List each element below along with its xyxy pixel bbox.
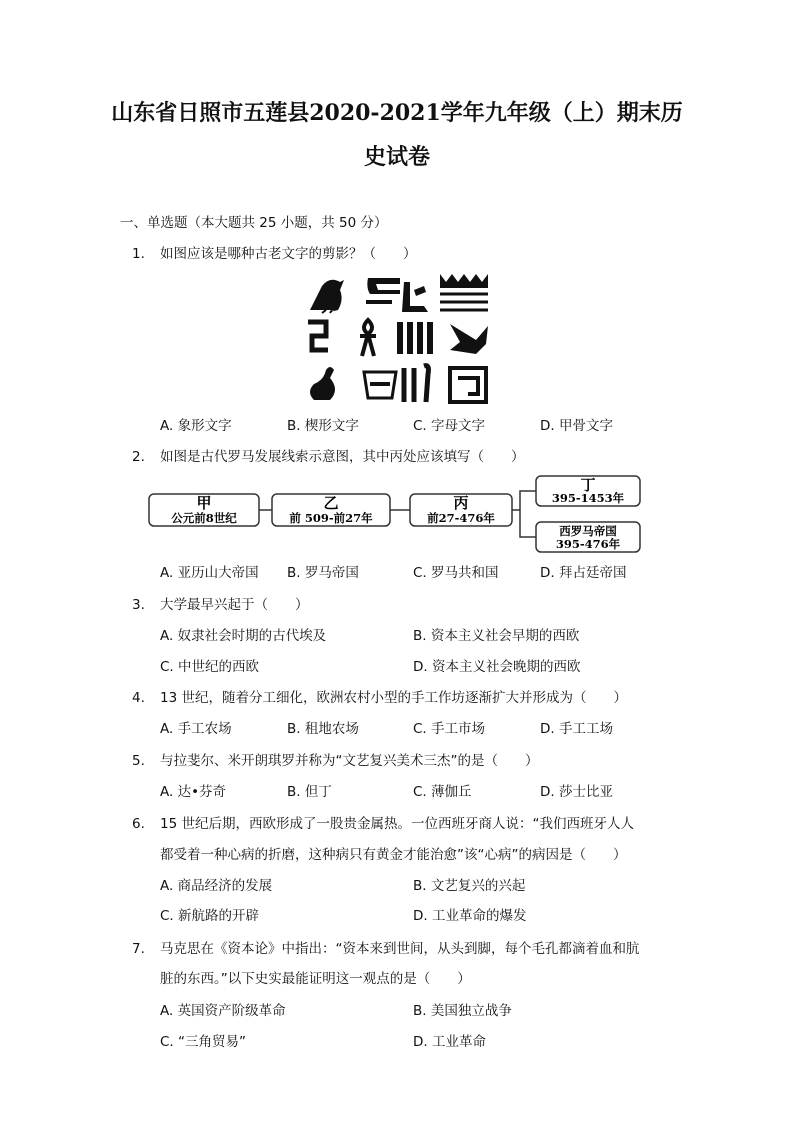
jia-date: 公元前8世纪: [171, 511, 237, 525]
bird-glyph: [310, 280, 344, 312]
question-text: 与拉斐尔、米开朗琪罗并称为“文艺复兴美术三杰”的是（ ）: [160, 753, 539, 769]
bing-date: 前27-476年: [427, 511, 495, 525]
q6-option-a: A. 商品经济的发展: [160, 878, 273, 894]
west-rome-label: 西罗马帝国: [559, 524, 617, 538]
q3-option-b: B. 资本主义社会早期的西欧: [413, 628, 580, 644]
q2-option-d: D. 拜占廷帝国: [540, 565, 627, 581]
house-glyph: [450, 368, 486, 402]
q1-option-a: A. 象形文字: [160, 418, 232, 434]
q4-option-c: C. 手工市场: [413, 721, 486, 737]
question-text: 如图应该是哪种古老文字的剪影？（ ）: [160, 246, 417, 262]
question-number: 7.: [132, 941, 145, 957]
q5-option-d: D. 莎士比亚: [540, 784, 613, 800]
snake-glyph: [310, 367, 335, 400]
section-heading: 一、单选题（本大题共 25 小题，共 50 分）: [120, 215, 388, 231]
q3-option-a: A. 奴隶社会时期的古代埃及: [160, 628, 327, 644]
rope-glyph: [308, 322, 328, 350]
question-text: 15 世纪后期，西欧形成了一股贵金属热。一位西班牙商人说：“我们西班牙人人: [160, 816, 634, 832]
crown-glyph: [440, 274, 488, 288]
q4-option-a: A. 手工农场: [160, 721, 232, 737]
q6-option-c: C. 新航路的开辟: [160, 908, 260, 924]
q2-option-c: C. 罗马共和国: [413, 565, 499, 581]
arm-glyph: [367, 278, 400, 294]
staff-glyph: [404, 366, 429, 402]
q3-option-c: C. 中世纪的西欧: [160, 659, 260, 675]
q7-option-b: B. 美国独立战争: [413, 1003, 512, 1019]
q3-option-d: D. 资本主义社会晚期的西欧: [413, 659, 581, 675]
q5-option-c: C. 薄伽丘: [413, 784, 472, 800]
q7-option-a: A. 英国资产阶级革命: [160, 1003, 286, 1019]
hieroglyph-image: [300, 268, 496, 408]
water-glyph: [440, 294, 488, 310]
west-rome-date: 395-476年: [555, 537, 621, 551]
question-5: [132, 751, 539, 771]
q4-option-d: D. 手工工场: [540, 721, 613, 737]
question-number: 6.: [132, 816, 145, 832]
question-text: 马克思在《资本论》中指出：“资本来到世间，从头到脚，每个毛孔都滴着血和肮: [160, 941, 640, 957]
q6-option-d: D. 工业革命的爆发: [413, 908, 527, 924]
q6-option-b: B. 文艺复兴的兴起: [413, 878, 526, 894]
question-6-continued: 都受着一种心病的折磨，这种病只有黄金才能治愈”该“心病”的病因是（ ）: [160, 847, 627, 863]
question-text: 13 世纪，随着分工细化，欧洲农村小型的手工作坊逐渐扩大并形成为（ ）: [160, 690, 627, 706]
question-number: 1.: [132, 246, 145, 262]
question-number: 2.: [132, 449, 145, 465]
question-number: 3.: [132, 597, 145, 613]
bing-label: 丙: [453, 494, 469, 512]
question-7: [132, 939, 640, 959]
connector-branch: [512, 491, 536, 537]
q1-option-d: D. 甲骨文字: [540, 418, 613, 434]
q7-option-c: C. “三角贸易”: [160, 1034, 246, 1050]
q5-option-a: A. 达•芬奇: [160, 784, 227, 800]
bird-glyph-leg: [322, 310, 332, 313]
question-text: 如图是古代罗马发展线索示意图，其中丙处应该填写（ ）: [160, 449, 525, 465]
q2-option-b: B. 罗马帝国: [287, 565, 359, 581]
question-1: [132, 244, 417, 264]
reeds-glyph: [400, 322, 430, 354]
q4-option-b: B. 租地农场: [287, 721, 359, 737]
falcon-glyph: [450, 324, 488, 354]
yi-date: 前 509-前27年: [289, 511, 373, 525]
q1-option-c: C. 字母文字: [413, 418, 486, 434]
page-title-line1: 山东省日照市五莲县2020-2021学年九年级（上）期末历: [111, 100, 683, 126]
question-7-continued: 脏的东西。”以下史实最能证明这一观点的是（ ）: [160, 971, 471, 987]
question-4: [132, 688, 627, 708]
jia-label: 甲: [196, 494, 212, 512]
q1-option-b: B. 楔形文字: [287, 418, 359, 434]
question-text: 大学最早兴起于（ ）: [160, 597, 309, 613]
page-title-line2: 史试卷: [363, 144, 430, 170]
question-number: 5.: [132, 753, 145, 769]
ding-label: 丁: [580, 476, 596, 494]
seated-man-glyph: [402, 282, 428, 312]
q7-option-d: D. 工业革命: [413, 1034, 486, 1050]
q2-option-a: A. 亚历山大帝国: [160, 565, 259, 581]
question-6: [132, 814, 634, 834]
ding-date: 395-1453年: [551, 491, 625, 505]
question-2: [132, 447, 525, 467]
rome-timeline-diagram: [146, 474, 646, 556]
ankh-glyph: [360, 320, 376, 356]
question-3: [132, 595, 309, 615]
question-number: 4.: [132, 690, 145, 706]
q5-option-b: B. 但丁: [287, 784, 332, 800]
yi-label: 乙: [323, 494, 339, 512]
